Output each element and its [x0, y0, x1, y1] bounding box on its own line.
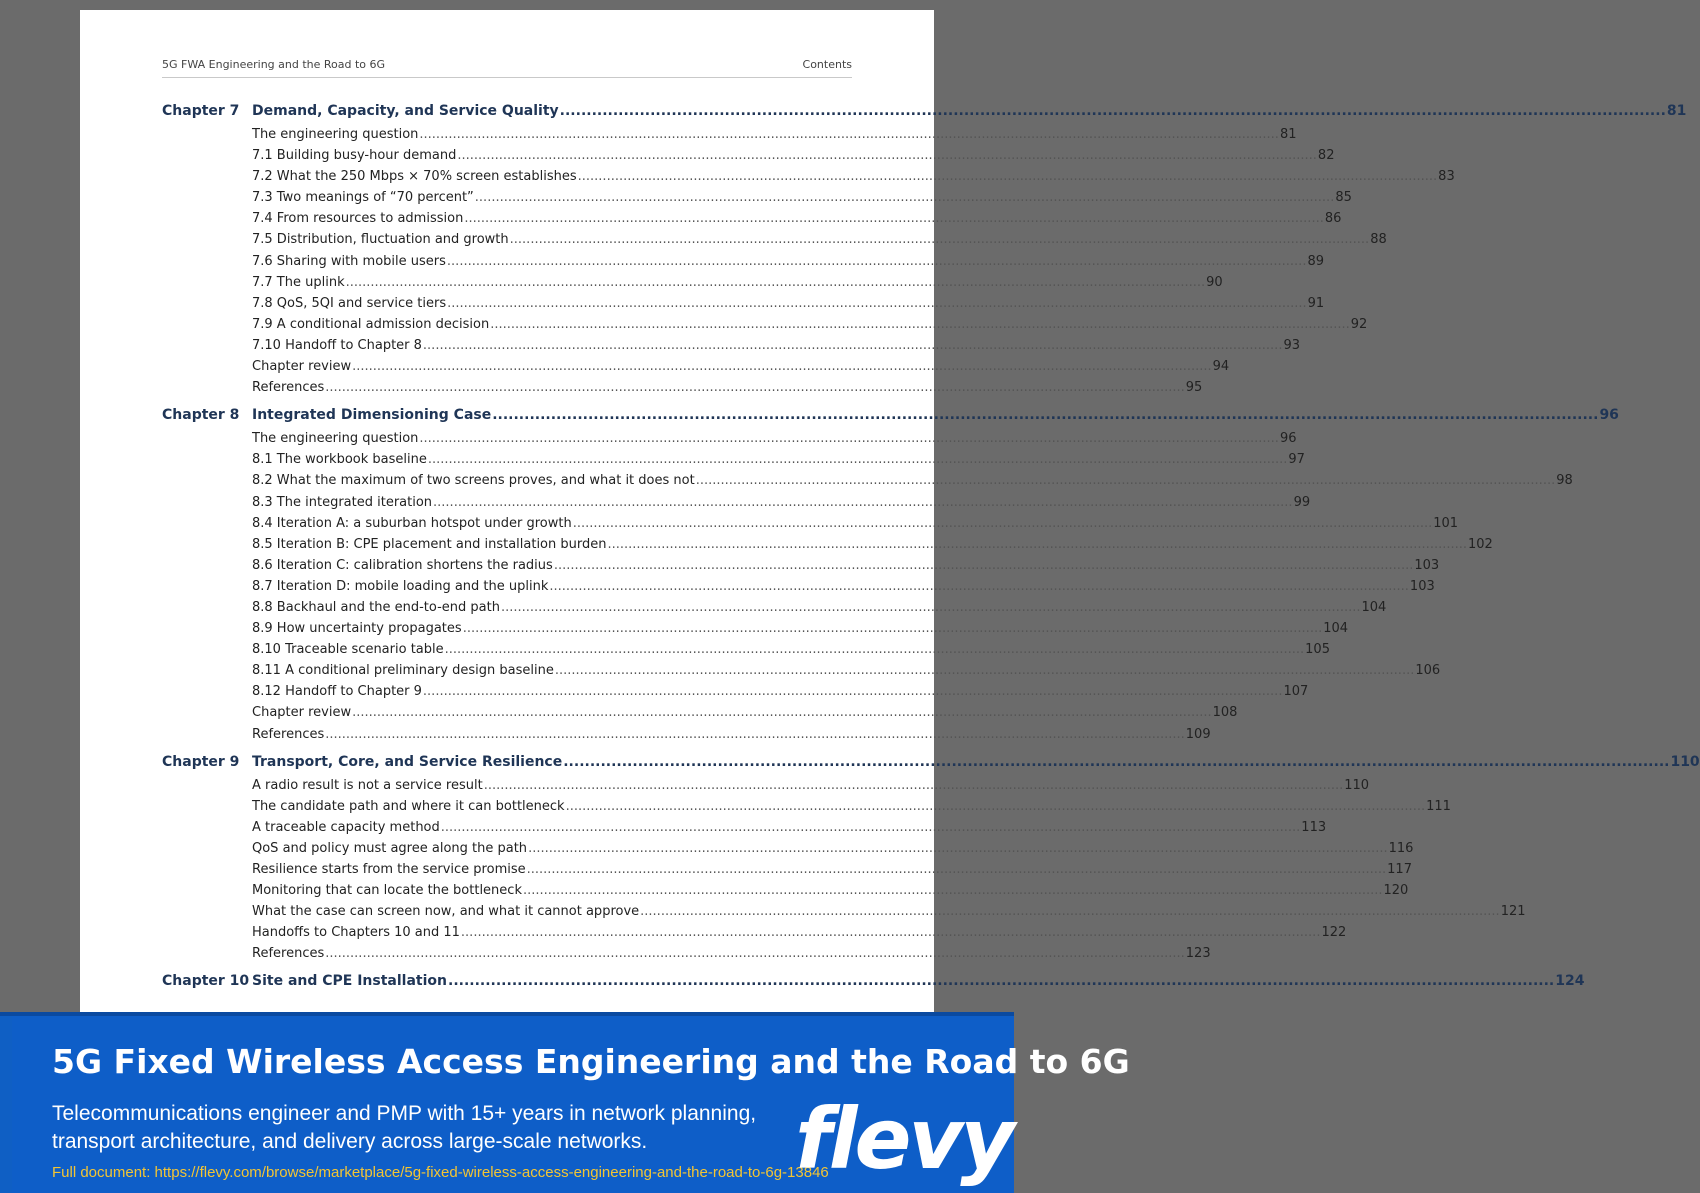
- table-of-contents: [162, 103, 1700, 1003]
- section-entry[interactable]: [162, 925, 1347, 946]
- section-page-number: 89: [1307, 253, 1324, 269]
- chapter-entry[interactable]: [162, 103, 1687, 127]
- dot-leader: [346, 275, 1206, 290]
- section-page-number: 95: [1185, 380, 1203, 396]
- section-page-number: 110: [1344, 777, 1370, 793]
- section-page-number: 102: [1468, 536, 1493, 552]
- section-title: 8.10 Traceable scenario table: [252, 642, 444, 658]
- section-title: The candidate path and where it can bottleneck: [252, 798, 565, 814]
- dot-leader: [555, 663, 1415, 678]
- document-link[interactable]: Full document: https://flevy.com/browse/marketplace/5g-fixed-wireless-access-engineering-and-the-road-to-6g-13846: [52, 1164, 829, 1181]
- section-page-number: 86: [1324, 211, 1342, 227]
- section-title: A traceable capacity method: [252, 819, 440, 835]
- section-entry[interactable]: [162, 190, 1352, 211]
- chapter-page-number: 110: [1670, 753, 1700, 770]
- dot-leader: [510, 232, 1370, 247]
- section-title: References: [252, 380, 325, 396]
- section-entry[interactable]: [162, 819, 1327, 841]
- dot-leader: [560, 103, 1666, 119]
- dot-leader: [563, 754, 1669, 770]
- section-page-number: 108: [1212, 705, 1238, 721]
- dot-leader: [325, 727, 1185, 742]
- dot-leader: [490, 317, 1350, 332]
- section-entry[interactable]: [162, 642, 1330, 663]
- dot-leader: [447, 296, 1307, 311]
- section-title: 7.7 The uplink: [252, 274, 345, 290]
- section-title: Resilience starts from the service promise: [252, 862, 526, 877]
- chapter-entry[interactable]: [162, 407, 1619, 431]
- dot-leader: [352, 359, 1212, 374]
- section-page-number: 90: [1206, 274, 1223, 290]
- dot-leader: [549, 579, 1409, 594]
- section-page-number: 111: [1426, 798, 1451, 814]
- document-page: [80, 10, 1700, 1020]
- dot-leader: [448, 973, 1554, 989]
- dot-leader: [484, 778, 1344, 793]
- section-entry[interactable]: [162, 494, 1311, 516]
- section-page-number: 116: [1388, 840, 1414, 856]
- dot-leader: [461, 925, 1321, 940]
- section-title: 7.5 Distribution, fluctuation and growth: [252, 232, 509, 248]
- dot-leader: [428, 452, 1288, 467]
- section-entry[interactable]: [162, 431, 1297, 452]
- dot-leader: [640, 904, 1500, 919]
- section-title: QoS and policy must agree along the path: [252, 840, 528, 856]
- dot-leader: [578, 169, 1438, 184]
- section-title: 8.4 Iteration A: a suburban hotspot under growth: [252, 515, 572, 531]
- banner-subtitle: [52, 1100, 772, 1156]
- dot-leader: [607, 537, 1467, 552]
- section-title: Handoffs to Chapters 10 and 11: [252, 925, 460, 941]
- section-page-number: 113: [1301, 819, 1327, 835]
- section-page-number: 103: [1414, 557, 1440, 573]
- chapter-entry[interactable]: [162, 973, 1585, 997]
- section-page-number: 121: [1500, 904, 1526, 920]
- running-head-section: Contents: [802, 58, 852, 71]
- section-page-number: 104: [1361, 599, 1387, 615]
- section-entry[interactable]: [162, 211, 1342, 232]
- dot-leader: [554, 558, 1414, 573]
- section-entry[interactable]: [162, 473, 1573, 494]
- section-entry[interactable]: [162, 515, 1459, 537]
- section-entry[interactable]: [162, 452, 1305, 473]
- section-entry[interactable]: [162, 253, 1324, 275]
- dot-leader: [696, 473, 1556, 488]
- chapter-number: Chapter 7: [162, 103, 240, 119]
- chapter-entry-line: [252, 407, 1619, 423]
- section-title: 8.8 Backhaul and the end-to-end path: [252, 599, 500, 615]
- section-entry[interactable]: [162, 148, 1335, 169]
- section-entry[interactable]: [162, 557, 1440, 579]
- section-entry[interactable]: [162, 621, 1349, 642]
- running-head: [162, 58, 852, 78]
- section-title: Monitoring that can locate the bottleneck: [252, 883, 522, 899]
- section-page-number: 101: [1433, 515, 1459, 531]
- chapter-title: Transport, Core, and Service Resilience: [252, 753, 563, 770]
- chapter-block: [162, 103, 1687, 401]
- section-title: 7.6 Sharing with mobile users: [252, 253, 446, 269]
- section-page-number: 81: [1279, 127, 1297, 142]
- dot-leader: [523, 883, 1383, 898]
- section-title: 8.11 A conditional preliminary design baseline: [252, 663, 554, 679]
- section-title: 8.5 Iteration B: CPE placement and installation burden: [252, 536, 607, 552]
- banner-panel: [12, 1016, 1130, 1193]
- section-title: 8.1 The workbook baseline: [252, 452, 427, 468]
- section-entry[interactable]: [162, 316, 1368, 338]
- dot-leader: [445, 642, 1305, 657]
- dot-leader: [464, 211, 1324, 226]
- chapter-block: [162, 973, 1585, 997]
- section-page-number: 109: [1185, 726, 1211, 742]
- chapter-number: Chapter 9: [162, 753, 240, 770]
- chapter-title: Demand, Capacity, and Service Quality: [252, 103, 559, 119]
- section-title: 8.7 Iteration D: mobile loading and the uplink: [252, 578, 549, 594]
- dot-leader: [419, 431, 1279, 446]
- section-entry[interactable]: [162, 274, 1223, 296]
- dot-leader: [566, 799, 1426, 814]
- section-entry[interactable]: [162, 684, 1309, 705]
- section-title: The engineering question: [252, 127, 419, 142]
- section-page-number: 107: [1283, 684, 1309, 700]
- section-entry[interactable]: [162, 862, 1412, 883]
- banner-subtitle-line: Telecommunications engineer and PMP with 15+ years in network planning,: [52, 1102, 757, 1125]
- section-title: 7.4 From resources to admission: [252, 211, 464, 227]
- banner-title: 5G Fixed Wireless Access Engineering and the Road to 6G: [52, 1042, 1130, 1081]
- dot-leader: [423, 684, 1283, 699]
- section-page-number: 98: [1556, 473, 1573, 489]
- section-entry[interactable]: [162, 726, 1211, 748]
- dot-leader: [352, 705, 1212, 720]
- flevy-logo[interactable]: [795, 1082, 1016, 1188]
- section-entry[interactable]: [162, 883, 1409, 904]
- running-head-title: 5G FWA Engineering and the Road to 6G: [162, 58, 386, 71]
- section-page-number: 123: [1185, 946, 1211, 962]
- section-entry[interactable]: [162, 578, 1435, 600]
- section-entry[interactable]: [162, 798, 1451, 820]
- section-title: 8.3 The integrated iteration: [252, 494, 433, 510]
- section-entry[interactable]: [162, 232, 1387, 253]
- section-page-number: 96: [1279, 431, 1297, 447]
- section-page-number: 99: [1293, 494, 1311, 510]
- section-title: The engineering question: [252, 431, 419, 447]
- section-entry[interactable]: [162, 705, 1238, 726]
- chapter-page-number: 81: [1666, 103, 1687, 119]
- chapter-title: Site and CPE Installation: [252, 973, 447, 990]
- section-title: References: [252, 726, 325, 742]
- section-page-number: 92: [1350, 316, 1368, 332]
- section-title: 8.2 What the maximum of two screens proves, and what it does not: [252, 473, 695, 489]
- section-title: 8.6 Iteration C: calibration shortens the radius: [252, 557, 553, 573]
- dot-leader: [325, 946, 1185, 961]
- chapter-entry-line: [252, 754, 1700, 770]
- section-page-number: 85: [1335, 190, 1352, 206]
- section-entry[interactable]: [162, 840, 1414, 862]
- dot-leader: [433, 495, 1293, 510]
- section-title: References: [252, 946, 325, 962]
- section-title: 7.8 QoS, 5QI and service tiers: [252, 295, 447, 311]
- dot-leader: [492, 407, 1598, 423]
- dot-leader: [441, 820, 1301, 835]
- section-page-number: 97: [1288, 452, 1305, 468]
- dot-leader: [457, 148, 1317, 163]
- section-page-number: 82: [1317, 148, 1335, 164]
- section-title: 7.3 Two meanings of “70 percent”: [252, 190, 474, 206]
- section-entry[interactable]: [162, 777, 1370, 799]
- section-title: Chapter review: [252, 705, 352, 721]
- dot-leader: [463, 621, 1323, 636]
- section-page-number: 117: [1387, 862, 1412, 877]
- section-entry[interactable]: [162, 599, 1387, 621]
- dot-leader: [528, 841, 1388, 856]
- chapter-entry-line: [252, 103, 1686, 119]
- section-page-number: 120: [1383, 883, 1409, 899]
- section-title: 7.10 Handoff to Chapter 8: [252, 337, 422, 353]
- section-page-number: 93: [1283, 337, 1300, 353]
- section-title: What the case can screen now, and what it cannot approve: [252, 904, 640, 920]
- section-title: Chapter review: [252, 359, 352, 375]
- section-entry[interactable]: [162, 295, 1325, 317]
- dot-leader: [325, 380, 1185, 395]
- section-page-number: 104: [1323, 621, 1349, 637]
- section-page-number: 88: [1370, 232, 1387, 248]
- dot-leader: [447, 254, 1307, 269]
- chapter-number: Chapter 8: [162, 407, 240, 424]
- dot-leader: [419, 127, 1279, 142]
- section-entry[interactable]: [162, 536, 1493, 558]
- section-page-number: 94: [1212, 359, 1230, 375]
- section-entry[interactable]: [162, 380, 1203, 401]
- flevy-logo-text: flevy: [795, 1090, 1012, 1188]
- promo-banner: [0, 1012, 1130, 1193]
- dot-leader: [475, 190, 1335, 205]
- chapter-page-number: 124: [1555, 973, 1585, 990]
- dot-leader: [423, 338, 1283, 353]
- section-title: 7.2 What the 250 Mbps × 70% screen establishes: [252, 169, 577, 185]
- chapter-title: Integrated Dimensioning Case: [252, 407, 492, 424]
- section-title: 8.12 Handoff to Chapter 9: [252, 684, 422, 700]
- section-entry[interactable]: [162, 904, 1526, 925]
- section-entry[interactable]: [162, 663, 1441, 684]
- chapter-entry[interactable]: [162, 753, 1700, 778]
- banner-subtitle-line: transport architecture, and delivery across large-scale networks.: [52, 1130, 648, 1153]
- section-page-number: 105: [1305, 642, 1330, 658]
- chapter-number: Chapter 10: [162, 973, 250, 990]
- dot-leader: [573, 516, 1433, 531]
- section-title: 8.9 How uncertainty propagates: [252, 621, 462, 637]
- chapter-block: [162, 407, 1619, 747]
- section-page-number: 91: [1307, 295, 1325, 311]
- dot-leader: [501, 600, 1361, 615]
- section-entry[interactable]: [162, 127, 1297, 148]
- chapter-block: [162, 753, 1700, 968]
- chapter-entry-line: [252, 973, 1584, 989]
- section-entry[interactable]: [162, 337, 1300, 359]
- dot-leader: [527, 862, 1387, 877]
- section-entry[interactable]: [162, 359, 1230, 380]
- section-page-number: 83: [1438, 169, 1455, 185]
- section-title: 7.9 A conditional admission decision: [252, 316, 490, 332]
- section-entry[interactable]: [162, 169, 1455, 190]
- chapter-page-number: 96: [1599, 407, 1619, 424]
- section-page-number: 103: [1409, 578, 1435, 594]
- section-page-number: 122: [1321, 925, 1347, 941]
- section-page-number: 106: [1415, 663, 1441, 679]
- section-entry[interactable]: [162, 946, 1211, 967]
- section-title: A radio result is not a service result: [252, 777, 483, 793]
- section-title: 7.1 Building busy-hour demand: [252, 148, 457, 164]
